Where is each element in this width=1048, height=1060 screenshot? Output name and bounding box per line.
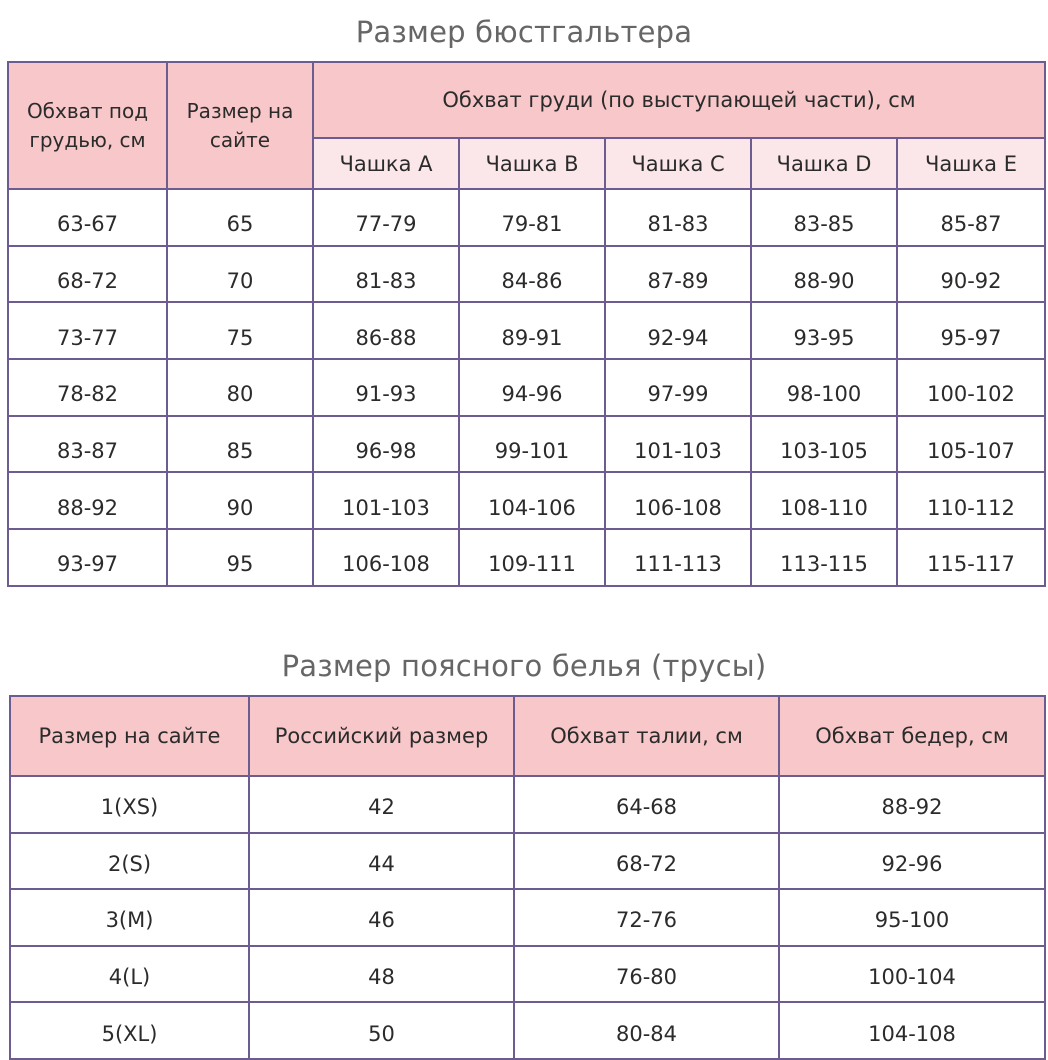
table-row [10,833,1045,890]
table-cell: 88-92 [8,472,167,529]
table-cell: 48 [249,946,514,1003]
table-cell: 80-84 [514,1002,779,1059]
table-cell: 109-111 [459,529,605,586]
table-cell: 104-106 [459,472,605,529]
briefs-russian-size-header: Российский размер [249,696,514,776]
table-cell: 94-96 [459,359,605,416]
cup-d-header: Чашка D [751,138,897,189]
briefs-size-table [9,695,1046,1060]
table-cell: 81-83 [313,246,459,303]
table-cell: 83-85 [751,189,897,246]
table-cell: 83-87 [8,416,167,473]
table-cell: 5(XL) [10,1002,249,1059]
table-cell: 73-77 [8,302,167,359]
table-cell: 2(S) [10,833,249,890]
table-cell: 63-67 [8,189,167,246]
table-cell: 68-72 [8,246,167,303]
table-row [10,776,1045,833]
table-cell: 103-105 [751,416,897,473]
table-cell: 85-87 [897,189,1045,246]
table-cell: 108-110 [751,472,897,529]
table-cell: 92-94 [605,302,751,359]
table-cell: 98-100 [751,359,897,416]
table-cell: 90-92 [897,246,1045,303]
table-cell: 100-104 [779,946,1045,1003]
table-cell: 113-115 [751,529,897,586]
table-cell: 87-89 [605,246,751,303]
table-cell: 104-108 [779,1002,1045,1059]
table-row [8,416,1045,473]
cup-a-header: Чашка A [313,138,459,189]
table-cell: 95 [167,529,313,586]
table-cell: 95-97 [897,302,1045,359]
briefs-hips-header: Обхват бедер, см [779,696,1045,776]
table-cell: 93-95 [751,302,897,359]
table-row [10,946,1045,1003]
table-cell: 105-107 [897,416,1045,473]
table-cell: 84-86 [459,246,605,303]
bra-size-table [7,61,1046,587]
table-cell: 110-112 [897,472,1045,529]
table-cell: 75 [167,302,313,359]
table-cell: 95-100 [779,889,1045,946]
site-size-header: Размер на сайте [167,62,313,189]
table-cell: 90 [167,472,313,529]
briefs-waist-header: Обхват талии, см [514,696,779,776]
table-cell: 99-101 [459,416,605,473]
table-cell: 111-113 [605,529,751,586]
briefs-header-row [10,696,1045,776]
table-cell: 81-83 [605,189,751,246]
table-cell: 115-117 [897,529,1045,586]
table-cell: 101-103 [605,416,751,473]
table-cell: 65 [167,189,313,246]
briefs-size-title: Размер поясного белья (трусы) [281,649,767,683]
table-cell: 89-91 [459,302,605,359]
table-row [8,472,1045,529]
table-cell: 96-98 [313,416,459,473]
bust-header: Обхват груди (по выступающей части), см [313,62,1045,138]
cup-c-header: Чашка C [605,138,751,189]
table-cell: 86-88 [313,302,459,359]
table-cell: 88-92 [779,776,1045,833]
table-cell: 78-82 [8,359,167,416]
table-cell: 97-99 [605,359,751,416]
table-cell: 79-81 [459,189,605,246]
table-cell: 93-97 [8,529,167,586]
table-cell: 72-76 [514,889,779,946]
table-cell: 42 [249,776,514,833]
table-cell: 1(XS) [10,776,249,833]
table-cell: 91-93 [313,359,459,416]
underbust-header: Обхват под грудью, см [8,62,167,189]
table-cell: 50 [249,1002,514,1059]
table-row [8,302,1045,359]
table-cell: 80 [167,359,313,416]
table-cell: 77-79 [313,189,459,246]
cup-e-header: Чашка E [897,138,1045,189]
table-cell: 106-108 [605,472,751,529]
table-cell: 76-80 [514,946,779,1003]
table-cell: 106-108 [313,529,459,586]
bra-size-title: Размер бюстгальтера [355,15,693,49]
table-cell: 85 [167,416,313,473]
table-row [8,189,1045,246]
table-cell: 100-102 [897,359,1045,416]
table-cell: 46 [249,889,514,946]
table-cell: 68-72 [514,833,779,890]
table-cell: 4(L) [10,946,249,1003]
table-cell: 3(M) [10,889,249,946]
cup-b-header: Чашка B [459,138,605,189]
table-cell: 70 [167,246,313,303]
bra-header-row [8,62,1045,138]
table-row [10,1002,1045,1059]
table-row [8,359,1045,416]
table-row [10,889,1045,946]
briefs-site-size-header: Размер на сайте [10,696,249,776]
table-cell: 88-90 [751,246,897,303]
table-row [8,529,1045,586]
table-cell: 92-96 [779,833,1045,890]
table-cell: 44 [249,833,514,890]
table-cell: 101-103 [313,472,459,529]
table-row [8,246,1045,303]
table-cell: 64-68 [514,776,779,833]
